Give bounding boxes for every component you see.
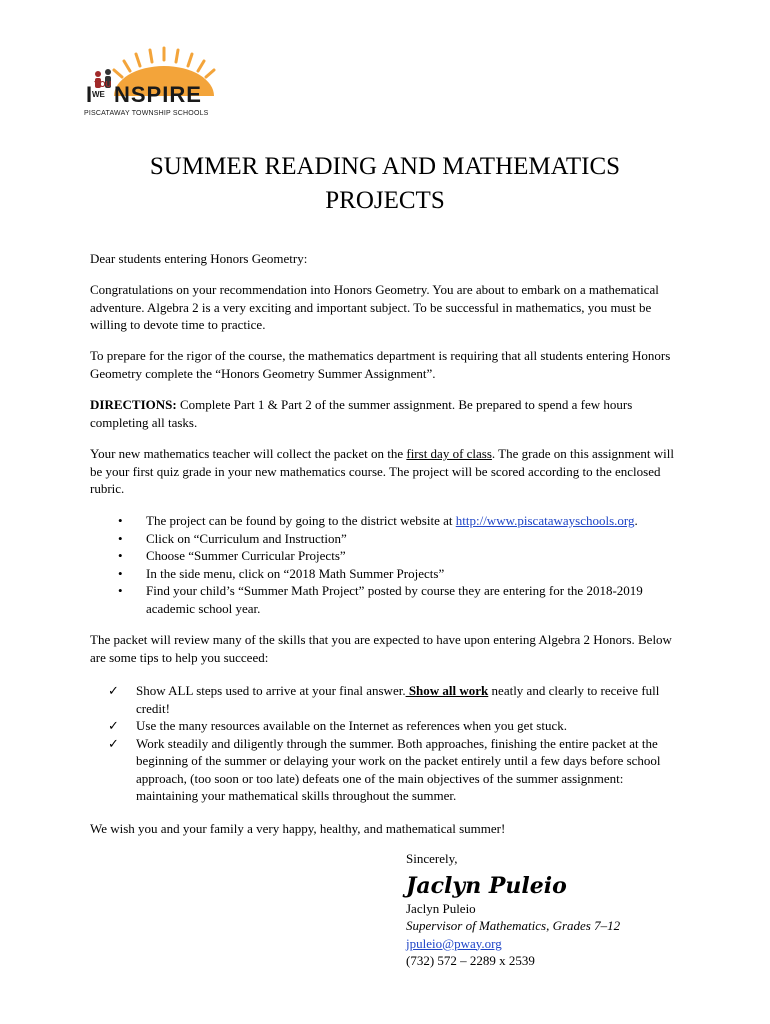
- skills-paragraph: The packet will review many of the skills that you are expected to have upon entering Algebra 2 Honors. Below are some tips to help you succeed:: [90, 632, 672, 665]
- intro-paragraph: Congratulations on your recommendation into Honors Geometry. You are about to embark on a mathematical adventure. Algebra 2 is a very exciting and important subject. To be successful in mathematics, you must be willing to devote time to practice.: [90, 282, 659, 332]
- requirement-paragraph: To prepare for the rigor of the course, the mathematics department is requiring that all students entering Honors Geometry complete the “Honors Geometry Summer Assignment”.: [90, 348, 671, 381]
- logo-brand: NSPIRE: [114, 82, 202, 107]
- signoff-block: [406, 850, 706, 970]
- first-day-of-class: first day of class: [406, 446, 492, 461]
- tip-1-end: neatly and clearly to receive full credit!: [136, 683, 660, 716]
- signer-email-link[interactable]: jpuleio@pway.org: [406, 935, 502, 951]
- list-item: • Choose “Summer Curricular Projects”: [118, 547, 678, 565]
- steps-list: [118, 512, 678, 617]
- closing-paragraph: We wish you and your family a very happy, healthy, and mathematical summer!: [90, 821, 506, 836]
- logo-i: I: [86, 82, 93, 107]
- list-item: [108, 717, 680, 735]
- checkmark-icon: ✓: [108, 735, 119, 751]
- directions-text: Complete Part 1 & Part 2 of the summer assignment. Be prepared to spend a few hours completing all tasks.: [90, 397, 633, 430]
- signer-phone: (732) 572 – 2289 x 2539: [406, 953, 535, 968]
- directions-label: DIRECTIONS:: [90, 397, 177, 412]
- signer-name: Jaclyn Puleio: [406, 900, 476, 916]
- list-item: • Click on “Curriculum and Instruction”: [118, 530, 678, 548]
- list-item: [118, 512, 678, 530]
- collection-text-end: . The grade on this assignment will be your first quiz grade in your new mathematics course. The project will be scored according to the enclosed rubric.: [90, 446, 675, 496]
- list-item: [108, 735, 680, 805]
- tips-list: [108, 682, 680, 805]
- district-website-link[interactable]: http://www.piscatawayschools.org: [455, 513, 635, 528]
- list-item: [108, 682, 680, 717]
- tip-2-text: Use the many resources available on the Internet as references when you get stuck.: [136, 718, 567, 733]
- checkmark-icon: ✓: [108, 683, 119, 698]
- signer-role: Supervisor of Mathematics, Grades 7–12: [406, 918, 621, 933]
- salutation: Dear students entering Honors Geometry:: [90, 251, 308, 266]
- collection-text-start: Your new mathematics teacher will collect the packet on the: [90, 446, 407, 461]
- title-line-1: SUMMER READING AND MATHEMATICS: [149, 153, 621, 180]
- tip-3-text: Work steadily and diligently through the summer. Both approaches, finishing the entire packet at the beginning of the summer or delaying your work on the packet entirely until a few days before school approach, (too soon or too late) defeats one of the main objectives of the summer assignment: maintaining your mathematical skills throughout the summer.: [136, 735, 661, 803]
- show-all-work: Show all work: [405, 683, 489, 698]
- step-1-text: The project can be found by going to the district website at: [146, 513, 456, 528]
- tip-1-text: Show ALL steps used to arrive at your final answer.: [136, 683, 406, 698]
- step-1-end: .: [634, 513, 638, 528]
- logo-subline: PISCATAWAY TOWNSHIP SCHOOLS: [84, 110, 209, 117]
- list-item: • Find your child’s “Summer Math Project” posted by course they are entering for the 2018-2019 academic school year.: [118, 582, 678, 617]
- page-title: [0, 150, 770, 218]
- sincerely: Sincerely,: [406, 851, 458, 866]
- logo-we: WE: [92, 90, 105, 99]
- list-item: • In the side menu, click on “2018 Math Summer Projects”: [118, 565, 678, 583]
- checkmark-icon: ✓: [108, 718, 119, 733]
- collection-paragraph: [90, 445, 678, 498]
- directions-paragraph: [90, 396, 678, 431]
- logo-you: YOU: [94, 80, 112, 89]
- signature: Jaclyn Puleio: [406, 872, 567, 899]
- title-line-2: PROJECTS: [325, 187, 445, 214]
